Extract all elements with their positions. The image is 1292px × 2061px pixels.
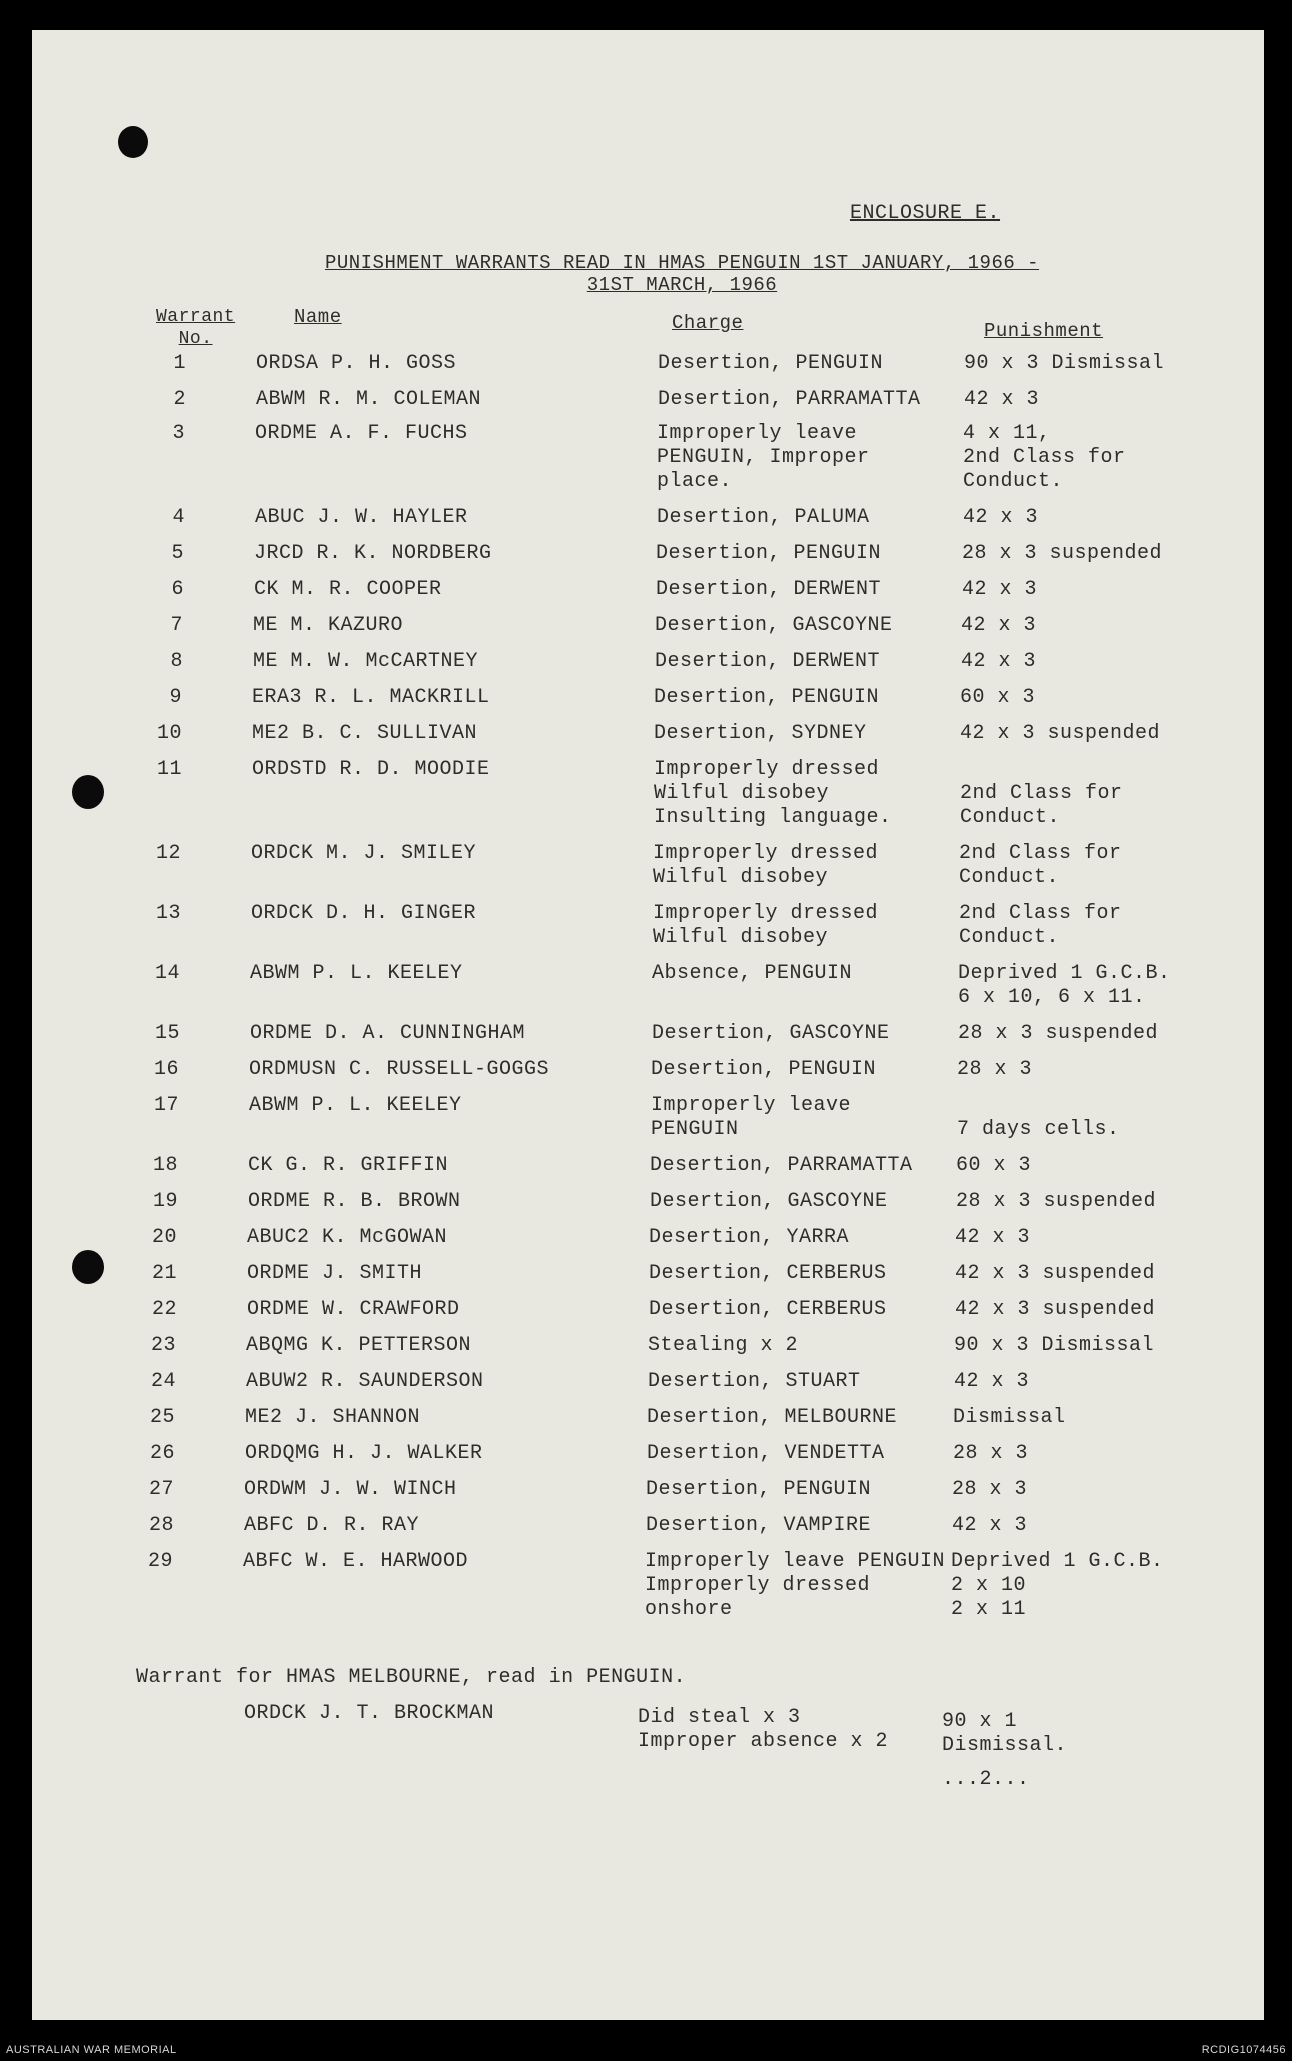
punishment: 60 x 3 [956,1154,1032,1177]
melbourne-note: Warrant for HMAS MELBOURNE, read in PENGUIN. [136,1666,687,1689]
punishment: 28 x 3 [952,1478,1028,1501]
punishment: 42 x 3 [954,1370,1030,1393]
sailor-name: CK M. R. COOPER [254,578,442,601]
punishment: 42 x 3 [961,650,1037,673]
punishment: 2nd Class for Conduct. [959,902,1122,949]
warrant-number: 22 [151,1298,177,1321]
warrant-number: 11 [156,758,182,781]
punishment: 90 x 3 Dismissal [954,1334,1155,1357]
punishment: 2nd Class for Conduct. [960,782,1123,829]
header-name: Name [294,306,342,328]
warrant-number: 8 [170,650,183,673]
punishment: 60 x 3 [960,686,1036,709]
sailor-name: ORDWM J. W. WINCH [244,1478,457,1501]
warrant-number: 27 [148,1478,174,1501]
charge: Desertion, DERWENT [655,650,881,673]
charge: Desertion, GASCOYNE [655,614,893,637]
warrant-number: 19 [152,1190,178,1213]
punishment: 42 x 3 suspended [960,722,1161,745]
charge: Improperly leave PENGUIN [651,1094,852,1141]
sailor-name: ABUC J. W. HAYLER [255,506,468,529]
warrant-number: 24 [150,1370,176,1393]
charge: Desertion, CERBERUS [649,1262,887,1285]
warrant-number: 4 [172,506,185,529]
warrant-number: 3 [172,422,185,445]
sailor-name: ORDSTD R. D. MOODIE [252,758,490,781]
punishment: 28 x 3 suspended [962,542,1163,565]
header-warrant-no: Warrant No. [156,307,236,349]
charge: Desertion, VAMPIRE [646,1514,872,1537]
sailor-name: ABUW2 R. SAUNDERSON [246,1370,484,1393]
sailor-name: ORDCK D. H. GINGER [251,902,477,925]
charge: Desertion, PENGUIN [656,542,882,565]
charge: Stealing x 2 [648,1334,799,1357]
warrant-number: 15 [154,1022,180,1045]
punishment: 4 x 11, 2nd Class for Conduct. [963,422,1126,493]
melbourne-name: ORDCK J. T. BROCKMAN [244,1702,495,1725]
warrant-number: 16 [153,1058,179,1081]
sailor-name: JRCD R. K. NORDBERG [254,542,492,565]
sailor-name: ABQMG K. PETTERSON [246,1334,472,1357]
sailor-name: ABUC2 K. McGOWAN [247,1226,448,1249]
punishment: 42 x 3 [955,1226,1031,1249]
sailor-name: ORDME R. B. BROWN [248,1190,461,1213]
title-line-1: PUNISHMENT WARRANTS READ IN HMAS PENGUIN 1ST JANUARY, 1966 - [324,252,1040,274]
charge: Improperly leave PENGUIN Improperly dressed onshore [645,1550,946,1621]
warrant-number: 23 [150,1334,176,1357]
page-continuation-marker: ...2... [942,1768,1030,1791]
melbourne-punishment: 90 x 1 Dismissal. [942,1710,1068,1757]
punch-hole-middle [72,775,104,809]
sailor-name: ORDME D. A. CUNNINGHAM [250,1022,526,1045]
sailor-name: ORDME J. SMITH [247,1262,423,1285]
charge: Desertion, PARRAMATTA [650,1154,913,1177]
sailor-name: ME M. KAZURO [253,614,404,637]
punishment: 7 days cells. [957,1118,1120,1141]
charge: Absence, PENGUIN [652,962,853,985]
warrant-number: 2 [173,388,186,411]
punishment: 42 x 3 [963,506,1039,529]
warrant-number: 5 [171,542,184,565]
enclosure-label: ENCLOSURE E. [850,202,1001,225]
sailor-name: ORDME A. F. FUCHS [255,422,468,445]
punch-hole-top [118,126,148,158]
sailor-name: ORDMUSN C. RUSSELL-GOGGS [249,1058,550,1081]
sailor-name: CK G. R. GRIFFIN [248,1154,449,1177]
warrant-number: 12 [155,842,181,865]
punishment: 42 x 3 [961,614,1037,637]
sailor-name: ME2 J. SHANNON [245,1406,421,1429]
charge: Desertion, DERWENT [656,578,882,601]
punishment: 2nd Class for Conduct. [959,842,1122,889]
document-page [32,30,1264,2020]
charge: Desertion, CERBERUS [649,1298,887,1321]
punishment: 42 x 3 [964,388,1040,411]
warrant-number: 18 [152,1154,178,1177]
punishment: 28 x 3 [957,1058,1033,1081]
melbourne-charge: Did steal x 3 Improper absence x 2 [638,1706,889,1753]
charge: Desertion, PENGUIN [651,1058,877,1081]
sailor-name: ABWM P. L. KEELEY [250,962,463,985]
archive-footer-left: AUSTRALIAN WAR MEMORIAL [6,2044,177,2056]
punishment: Dismissal [953,1406,1066,1429]
warrant-number: 14 [154,962,180,985]
sailor-name: ABWM P. L. KEELEY [249,1094,462,1117]
charge: Desertion, GASCOYNE [652,1022,890,1045]
archive-footer-right: RCDIG1074456 [1201,2044,1286,2056]
warrant-number: 10 [156,722,182,745]
punishment: 28 x 3 suspended [958,1022,1159,1045]
sailor-name: ABFC D. R. RAY [244,1514,420,1537]
punishment: Deprived 1 G.C.B. 2 x 10 2 x 11 [951,1550,1164,1621]
warrant-number: 26 [149,1442,175,1465]
sailor-name: ORDSA P. H. GOSS [256,352,457,375]
charge: Desertion, PARRAMATTA [658,388,921,411]
charge: Desertion, VENDETTA [647,1442,885,1465]
charge: Desertion, PENGUIN [646,1478,872,1501]
warrant-number: 17 [153,1094,179,1117]
punishment: Deprived 1 G.C.B. 6 x 10, 6 x 11. [958,962,1171,1009]
warrant-number: 6 [171,578,184,601]
warrant-number: 20 [151,1226,177,1249]
sailor-name: ORDCK M. J. SMILEY [251,842,477,865]
punishment: 28 x 3 suspended [956,1190,1157,1213]
title-line-2: 31ST MARCH, 1966 [586,274,778,296]
charge: Desertion, STUART [648,1370,861,1393]
punishment: 42 x 3 suspended [955,1262,1156,1285]
sailor-name: ABFC W. E. HARWOOD [243,1550,469,1573]
charge: Desertion, GASCOYNE [650,1190,888,1213]
sailor-name: ME2 B. C. SULLIVAN [252,722,478,745]
warrant-number: 1 [173,352,186,375]
charge: Desertion, YARRA [649,1226,850,1249]
charge: Improperly dressed Wilful disobey Insulting language. [654,758,892,829]
charge: Improperly dressed Wilful disobey [653,842,879,889]
charge: Desertion, MELBOURNE [647,1406,898,1429]
sailor-name: ERA3 R. L. MACKRILL [252,686,490,709]
warrant-number: 29 [147,1550,173,1573]
sailor-name: ORDQMG H. J. WALKER [245,1442,483,1465]
charge: Desertion, PENGUIN [658,352,884,375]
header-punishment: Punishment [984,320,1104,342]
warrant-number: 25 [149,1406,175,1429]
punishment: 42 x 3 suspended [955,1298,1156,1321]
punishment: 42 x 3 [962,578,1038,601]
warrant-number: 7 [170,614,183,637]
header-charge: Charge [672,312,744,334]
sailor-name: ORDME W. CRAWFORD [247,1298,460,1321]
warrant-number: 13 [155,902,181,925]
sailor-name: ME M. W. McCARTNEY [253,650,479,673]
charge: Desertion, SYDNEY [654,722,867,745]
sailor-name: ABWM R. M. COLEMAN [256,388,482,411]
punishment: 90 x 3 Dismissal [964,352,1165,375]
punishment: 42 x 3 [952,1514,1028,1537]
punch-hole-bottom [72,1250,104,1284]
charge: Desertion, PENGUIN [654,686,880,709]
punishment: 28 x 3 [953,1442,1029,1465]
charge: Improperly leave PENGUIN, Improper place. [657,422,870,493]
warrant-number: 9 [169,686,182,709]
charge: Desertion, PALUMA [657,506,870,529]
warrant-number: 28 [148,1514,174,1537]
warrant-number: 21 [151,1262,177,1285]
charge: Improperly dressed Wilful disobey [653,902,879,949]
